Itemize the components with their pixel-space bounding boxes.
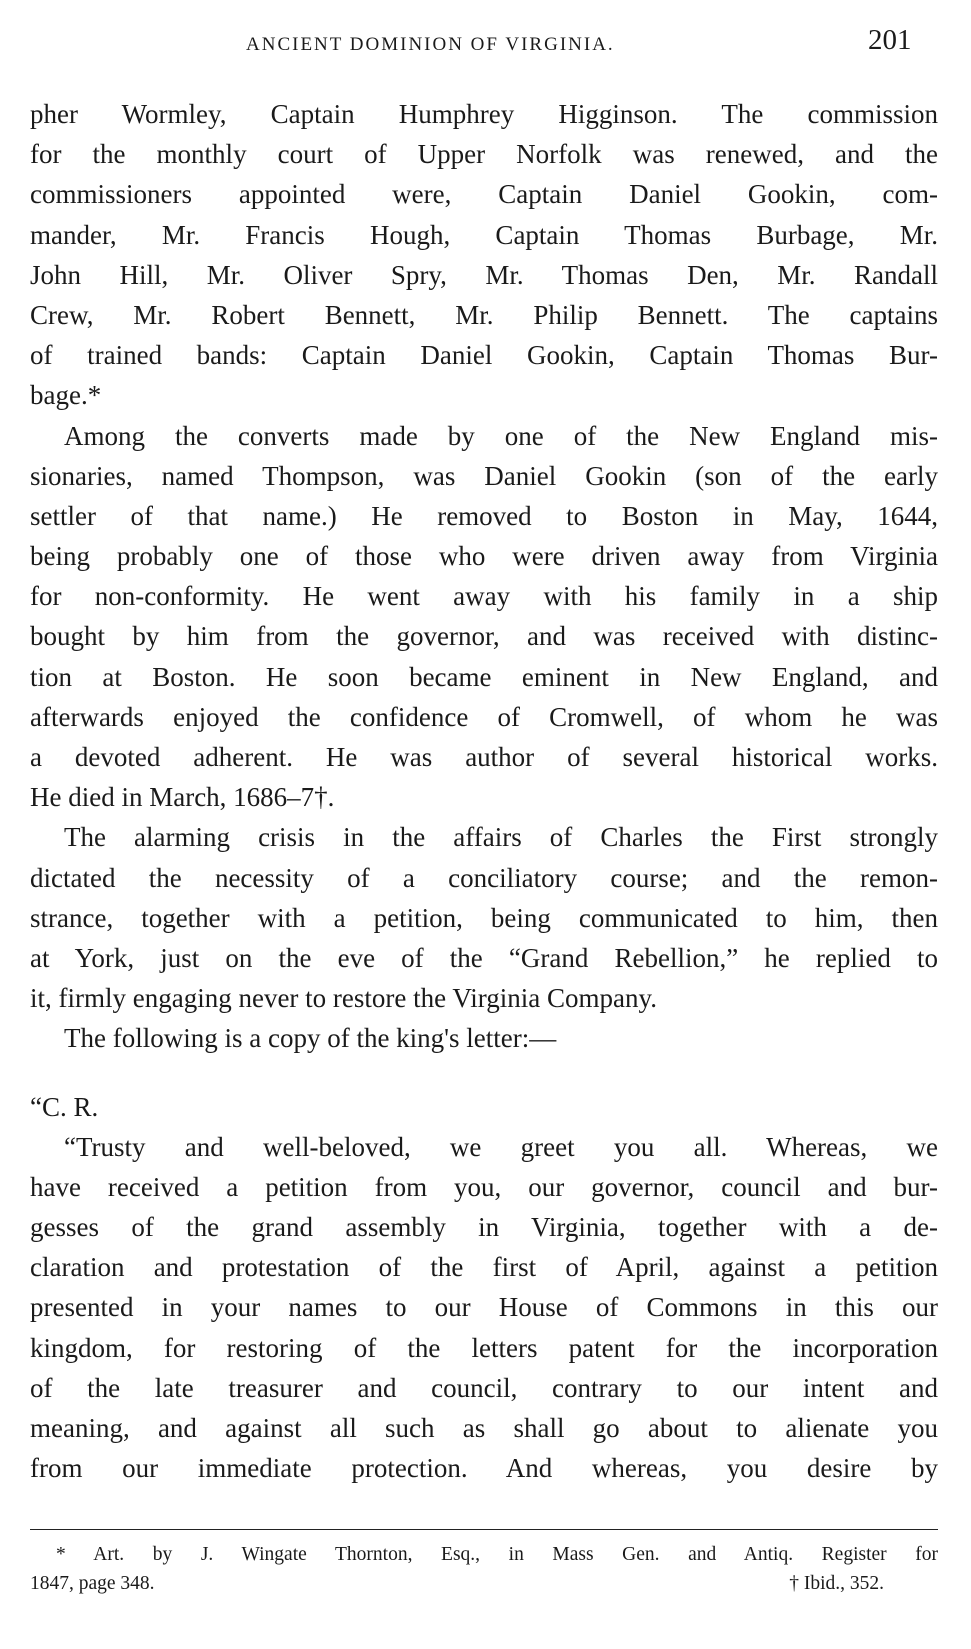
text-line: dictated the necessity of a conciliatory course; and the remon- [30,862,938,893]
text-line: settler of that name.) He removed to Boston in May, 1644, [30,500,938,531]
text-line: strance, together with a petition, being communicated to him, then [30,902,938,933]
text-line: afterwards enjoyed the confidence of Cromwell, of whom he was [30,701,938,732]
text-line: at York, just on the eve of the “Grand Rebellion,” he replied to [30,942,938,973]
text-line: John Hill, Mr. Oliver Spry, Mr. Thomas Den, Mr. Randall [30,259,938,290]
text-line: meaning, and against all such as shall go about to alienate you [30,1413,938,1443]
text-line: tion at Boston. He soon became eminent in New England, and [30,661,938,692]
text-line: pher Wormley, Captain Humphrey Higginson. The commission [30,99,938,129]
text-line: mander, Mr. Francis Hough, Captain Thomas Burbage, Mr. [30,219,938,250]
text-line: for non-conformity. He went away with his family in a ship [30,581,938,612]
text-line: from our immediate protection. And whereas, you desire by [30,1453,938,1484]
text-line: claration and protestation of the first of April, against a petition [30,1252,938,1283]
text-line: being probably one of those who were driven away from Virginia [30,541,938,572]
paragraph-start: “Trusty and well-beloved, we greet you all. Whereas, we [64,1131,938,1162]
text-line: a devoted adherent. He was author of several historical works. [30,742,938,772]
text-line: sionaries, named Thompson, was Daniel Gookin (son of the early [30,460,938,491]
text-line: gesses of the grand assembly in Virginia, together with a de- [30,1212,938,1243]
text-line: kingdom, for restoring of the letters patent for the incorporation [30,1332,938,1363]
text-line: of the late treasurer and council, contrary to our intent and [30,1372,938,1403]
body-text [30,94,938,1488]
footnote-row [30,1569,938,1598]
running-head: ANCIENT DOMINION OF VIRGINIA. [246,34,615,55]
text-line: for the monthly court of Upper Norfolk was renewed, and the [30,139,938,170]
text-line: Crew, Mr. Robert Bennett, Mr. Philip Bennett. The captains [30,299,938,330]
text-line: of trained bands: Captain Daniel Gookin, Captain Thomas Bur- [30,340,938,371]
footnote-rule [30,1529,938,1530]
paragraph-start: Among the converts made by one of the New England mis- [64,420,938,451]
footnote-text: 1847, page 348. [30,1573,155,1594]
text-line: have received a petition from you, our governor, council and bur- [30,1171,938,1202]
text-line: bought by him from the governor, and was received with distinc- [30,621,938,652]
footnotes [30,1540,938,1598]
text-line: He died in March, 1686–7†. [30,782,335,813]
text-line: it, firmly engaging never to restore the Virginia Company. [30,983,657,1014]
text-line: presented in your names to our House of Commons in this our [30,1292,938,1323]
page-number: 201 [868,24,912,56]
paragraph-start: The alarming crisis in the affairs of Charles the First strongly [64,822,938,853]
footnote-line: * Art. by J. Wingate Thornton, Esq., in Mass Gen. and Antiq. Register for [56,1544,938,1565]
footnote-text: † Ibid., 352. [789,1573,884,1594]
paragraph-start: The following is a copy of the king's letter:— [64,1023,557,1054]
text-line: commissioners appointed were, Captain Daniel Gookin, com- [30,179,938,210]
text-line: bage.* [30,380,102,411]
letter-salutation: “C. R. [30,1091,99,1122]
